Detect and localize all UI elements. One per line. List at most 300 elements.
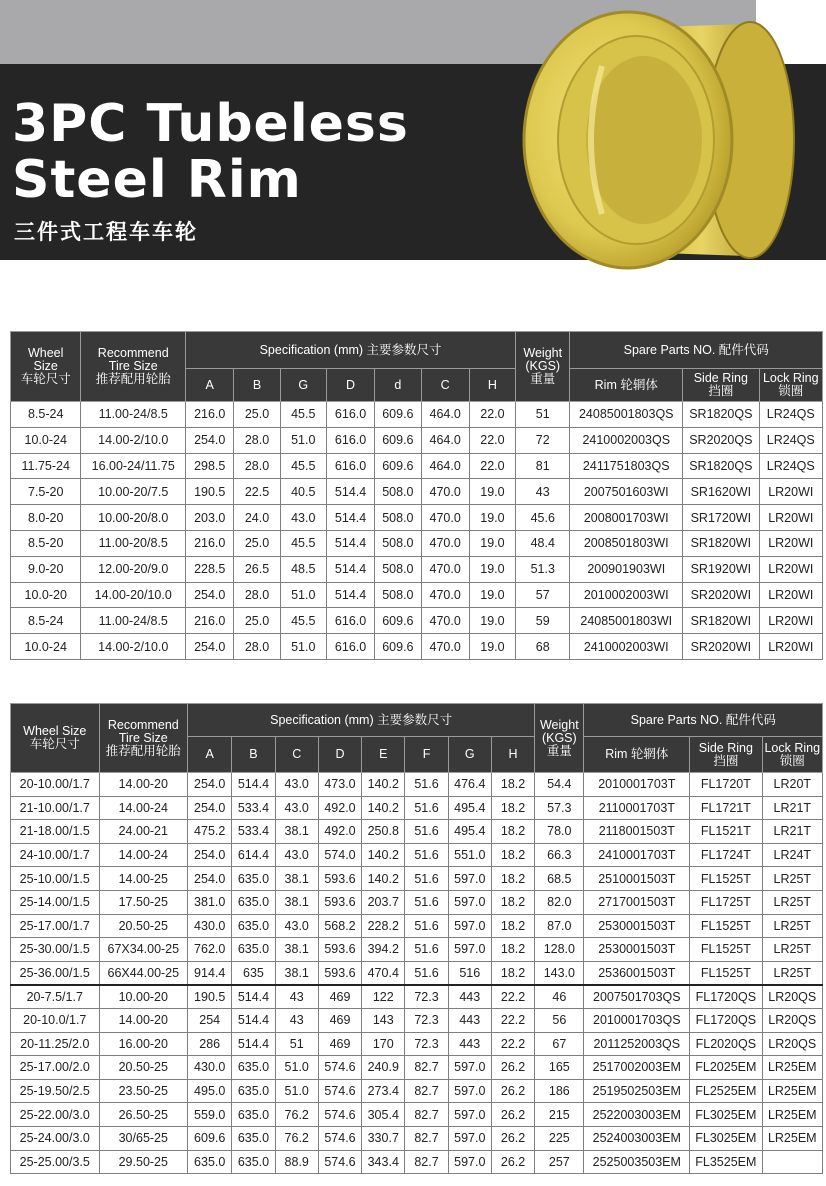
table-cell: 66X44.00-25 (99, 961, 188, 985)
table-cell: 514.4 (326, 505, 374, 531)
table-cell: 495.4 (448, 820, 491, 844)
table-cell: 57.3 (535, 796, 584, 820)
table-cell: 14.00-24 (99, 796, 188, 820)
table-cell: 305.4 (362, 1103, 405, 1127)
table-cell: 430.0 (188, 914, 232, 938)
table-cell: 76.2 (275, 1126, 318, 1150)
table-cell: 28.0 (234, 582, 280, 608)
table-row (11, 582, 823, 608)
table-cell: 8.5-20 (11, 530, 81, 556)
table-cell: LR25T (762, 914, 822, 938)
table-row (11, 890, 823, 914)
table-cell: 514.4 (326, 582, 374, 608)
table-cell: 2007501703QS (584, 985, 690, 1009)
table-cell: 635.0 (232, 890, 275, 914)
table-row (11, 453, 823, 479)
table-cell: 45.5 (280, 530, 326, 556)
table-cell (762, 1150, 822, 1174)
table-cell: 23.50-25 (99, 1079, 188, 1103)
table-cell: 11.75-24 (11, 453, 81, 479)
table-cell: 343.4 (362, 1150, 405, 1174)
table-cell: 635.0 (232, 914, 275, 938)
table-row (11, 608, 823, 634)
table-row (11, 1079, 823, 1103)
table-cell: FL2525EM (690, 1079, 762, 1103)
table-cell: 635.0 (188, 1150, 232, 1174)
table-cell: LR20T (762, 773, 822, 797)
table-cell: 43.0 (275, 843, 318, 867)
table-cell: 20-11.25/2.0 (11, 1032, 100, 1056)
table-cell: 21-18.00/1.5 (11, 820, 100, 844)
table-cell: 2522003003EM (584, 1103, 690, 1127)
table-cell: FL1720T (690, 773, 762, 797)
table-cell: 2010001703T (584, 773, 690, 797)
table-cell: 14.00-20/10.0 (81, 582, 186, 608)
table-cell: 25-25.00/3.5 (11, 1150, 100, 1174)
table-row (11, 914, 823, 938)
table-cell: 19.0 (469, 530, 515, 556)
table-cell: 18.2 (491, 914, 534, 938)
table-cell: 614.4 (232, 843, 275, 867)
table-cell: 2519502503EM (584, 1079, 690, 1103)
table-cell: 228.5 (186, 556, 234, 582)
col-dim-G: G (448, 737, 491, 773)
table-cell: 7.5-20 (11, 479, 81, 505)
table-cell: 516 (448, 961, 491, 985)
table-cell: 18.2 (491, 938, 534, 962)
table-cell: 87.0 (535, 914, 584, 938)
table-cell: 20.50-25 (99, 1056, 188, 1080)
table-cell: 609.6 (375, 608, 421, 634)
table-cell: 81 (516, 453, 570, 479)
table-cell: 26.2 (491, 1056, 534, 1080)
table-cell: 574.6 (318, 1103, 361, 1127)
table-cell: 2517002003EM (584, 1056, 690, 1080)
table-cell: LR21T (762, 820, 822, 844)
table-cell: LR25EM (762, 1056, 822, 1080)
weight-label-cn: 重量 (530, 372, 556, 386)
table-cell: 24085001803WI (570, 608, 683, 634)
col-dim-C: C (421, 369, 469, 402)
table-cell: 18.2 (491, 843, 534, 867)
table-cell: 72.3 (405, 1008, 448, 1032)
table-cell: 140.2 (362, 796, 405, 820)
table-row (11, 556, 823, 582)
table-cell: 597.0 (448, 1103, 491, 1127)
table-cell: 2524003003EM (584, 1126, 690, 1150)
table-cell: 593.6 (318, 938, 361, 962)
table-cell: 43 (516, 479, 570, 505)
col-rim: Rim 轮辋体 (570, 369, 683, 402)
table-cell: 2010002003WI (570, 582, 683, 608)
table-cell: 25.0 (234, 530, 280, 556)
table-cell: 2411751803QS (570, 453, 683, 479)
table-cell: 330.7 (362, 1126, 405, 1150)
col-dim-G: G (280, 369, 326, 402)
table-cell: 495.0 (188, 1079, 232, 1103)
table-cell: 254.0 (188, 867, 232, 891)
table-cell: 593.6 (318, 890, 361, 914)
table-cell: FL1525T (690, 938, 762, 962)
table-row (11, 1008, 823, 1032)
lock-ring-label-cn: 锁圈 (779, 753, 805, 768)
table-cell: 254.0 (186, 427, 234, 453)
table-cell: 635.0 (232, 1150, 275, 1174)
table-cell: 574.6 (318, 1150, 361, 1174)
table-cell: 508.0 (375, 556, 421, 582)
table-cell: 762.0 (188, 938, 232, 962)
table-cell: 68 (516, 634, 570, 660)
table-cell: 20-10.0/1.7 (11, 1008, 100, 1032)
table-cell: 12.00-20/9.0 (81, 556, 186, 582)
table-cell: 508.0 (375, 505, 421, 531)
table-cell: 635.0 (232, 938, 275, 962)
col-dim-H: H (491, 737, 534, 773)
side-ring-label: Side Ring (698, 740, 753, 755)
recommend-label-cn: 推荐配用轮胎 (105, 743, 181, 758)
table-cell: 635.0 (232, 867, 275, 891)
table-cell: 470.0 (421, 530, 469, 556)
table-cell: 470.0 (421, 505, 469, 531)
table-cell: 45.5 (280, 608, 326, 634)
table-cell: 51 (275, 1032, 318, 1056)
table-cell: 28.0 (234, 634, 280, 660)
table-cell: 51.0 (280, 582, 326, 608)
table-cell: 143.0 (535, 961, 584, 985)
table-cell: 616.0 (326, 427, 374, 453)
table-cell: 469 (318, 985, 361, 1009)
table-cell: 464.0 (421, 427, 469, 453)
table-cell: 72.3 (405, 985, 448, 1009)
table-cell: 2011252003QS (584, 1032, 690, 1056)
table-cell: 25-10.00/1.5 (11, 867, 100, 891)
side-ring-label-cn: 挡圈 (713, 753, 739, 768)
table-cell: FL1725T (690, 890, 762, 914)
table-cell: 476.4 (448, 773, 491, 797)
col-dim-D: D (318, 737, 361, 773)
table-cell: 45.5 (280, 453, 326, 479)
table-cell: 10.00-20/7.5 (81, 479, 186, 505)
table-cell: LR24QS (759, 427, 822, 453)
table-row (11, 634, 823, 660)
table-cell: 51.0 (280, 634, 326, 660)
table-cell: 24.00-21 (99, 820, 188, 844)
table-cell: LR25T (762, 867, 822, 891)
table-cell: 394.2 (362, 938, 405, 962)
table-cell: LR25T (762, 961, 822, 985)
table-cell: 38.1 (275, 961, 318, 985)
table-cell: 514.4 (326, 479, 374, 505)
table-cell: 18.2 (491, 890, 534, 914)
table-row (11, 427, 823, 453)
table-cell: SR2020QS (683, 427, 759, 453)
table-cell: 203.0 (186, 505, 234, 531)
table-row (11, 1056, 823, 1080)
table-row (11, 938, 823, 962)
table-cell: 18.2 (491, 820, 534, 844)
table-cell: 19.0 (469, 582, 515, 608)
table-cell: SR1820QS (683, 453, 759, 479)
table-cell: SR1920WI (683, 556, 759, 582)
table-cell: LR20WI (759, 505, 822, 531)
table-cell: 20-10.00/1.7 (11, 773, 100, 797)
col-side-ring (690, 737, 762, 773)
table-cell: LR20WI (759, 608, 822, 634)
table-cell: 22.2 (491, 1032, 534, 1056)
table-cell: 190.5 (186, 479, 234, 505)
table-row (11, 820, 823, 844)
table-cell: LR21T (762, 796, 822, 820)
table-cell: 597.0 (448, 1126, 491, 1150)
weight-label-cn: 重量 (546, 743, 572, 758)
rim-spec-table-1 (10, 331, 823, 660)
table-row (11, 985, 823, 1009)
table-cell: 43.0 (275, 796, 318, 820)
table-cell: 51.6 (405, 938, 448, 962)
table1-body (11, 402, 823, 660)
table-cell: 51.6 (405, 820, 448, 844)
table-cell: 20-7.5/1.7 (11, 985, 100, 1009)
table-cell: 240.9 (362, 1056, 405, 1080)
table-cell: 82.7 (405, 1056, 448, 1080)
rim-spec-table-2 (10, 703, 823, 1174)
table-cell: 470.0 (421, 634, 469, 660)
table-cell: 443 (448, 1032, 491, 1056)
table-cell: 48.4 (516, 530, 570, 556)
table-cell: 43 (275, 985, 318, 1009)
table-row (11, 1150, 823, 1174)
table-cell: 514.4 (326, 530, 374, 556)
table-cell: 51.0 (280, 427, 326, 453)
table-cell: 19.0 (469, 505, 515, 531)
table-cell: FL1525T (690, 914, 762, 938)
table-cell: 203.7 (362, 890, 405, 914)
table-cell: 574.6 (318, 1079, 361, 1103)
table-cell: 29.50-25 (99, 1150, 188, 1174)
table-cell: 186 (535, 1079, 584, 1103)
table-cell: 574.6 (318, 1056, 361, 1080)
table-row (11, 479, 823, 505)
table-cell: 551.0 (448, 843, 491, 867)
col-dim-H: H (469, 369, 515, 402)
table-cell: 26.2 (491, 1126, 534, 1150)
table-cell: 2008001703WI (570, 505, 683, 531)
col-rim: Rim 轮辋体 (584, 737, 690, 773)
table-cell: SR1820WI (683, 530, 759, 556)
table-cell: 2717001503T (584, 890, 690, 914)
rim-inner-shadow (586, 56, 702, 224)
wheel-size-label-cn: 车轮尺寸 (29, 737, 80, 751)
col-dim-B: B (232, 737, 275, 773)
table-cell: 495.4 (448, 796, 491, 820)
table-cell: FL3025EM (690, 1126, 762, 1150)
col-lock-ring (759, 369, 822, 402)
table-cell: 254.0 (188, 773, 232, 797)
table-cell: 609.6 (375, 402, 421, 428)
col-specification: Specification (mm) 主要参数尺寸 (186, 332, 516, 369)
table-cell: 38.1 (275, 890, 318, 914)
table-cell: LR24QS (759, 453, 822, 479)
table-cell: 597.0 (448, 890, 491, 914)
col-weight (516, 332, 570, 402)
table-cell: 11.00-24/8.5 (81, 402, 186, 428)
table-row (11, 773, 823, 797)
table-cell: 16.00-20 (99, 1032, 188, 1056)
table-cell: LR25EM (762, 1103, 822, 1127)
col-side-ring (683, 369, 759, 402)
table-cell: 273.4 (362, 1079, 405, 1103)
lock-ring-label: Lock Ring (764, 740, 821, 755)
table-cell: 2525003503EM (584, 1150, 690, 1174)
recommend-label: Recommend Tire Size (107, 717, 179, 745)
table-cell: 475.2 (188, 820, 232, 844)
col-recommend-tire (81, 332, 186, 402)
table-cell: 51.3 (516, 556, 570, 582)
table-cell: 190.5 (188, 985, 232, 1009)
table-cell: 574.6 (318, 1126, 361, 1150)
table-cell: 470.0 (421, 608, 469, 634)
table-cell: 616.0 (326, 402, 374, 428)
table-cell: 14.00-25 (99, 867, 188, 891)
table-cell: 10.0-20 (11, 582, 81, 608)
table-cell: 26.2 (491, 1150, 534, 1174)
table-cell: 508.0 (375, 479, 421, 505)
table-cell: FL1720QS (690, 1008, 762, 1032)
table-cell: 143 (362, 1008, 405, 1032)
table-cell: 635.0 (232, 1079, 275, 1103)
table-cell: 492.0 (318, 820, 361, 844)
table-cell: FL1525T (690, 867, 762, 891)
table-cell: 24085001803QS (570, 402, 683, 428)
table-cell: SR1720WI (683, 505, 759, 531)
table-cell: 508.0 (375, 582, 421, 608)
table-cell: 597.0 (448, 867, 491, 891)
table-cell: LR24T (762, 843, 822, 867)
table-cell: 43.0 (280, 505, 326, 531)
table-cell: 25-17.00/1.7 (11, 914, 100, 938)
table-cell: LR20QS (762, 1032, 822, 1056)
table-cell: SR2020WI (683, 634, 759, 660)
table-cell: 140.2 (362, 867, 405, 891)
table-cell: LR25EM (762, 1079, 822, 1103)
col-dim-A: A (186, 369, 234, 402)
table-cell: 597.0 (448, 1150, 491, 1174)
table-row (11, 843, 823, 867)
col-wheel-size (11, 704, 100, 773)
table-cell: FL2020QS (690, 1032, 762, 1056)
table-cell: 254.0 (186, 582, 234, 608)
table-cell: 26.2 (491, 1079, 534, 1103)
table-cell: 17.50-25 (99, 890, 188, 914)
table-cell: 68.5 (535, 867, 584, 891)
table-cell: LR20WI (759, 479, 822, 505)
table-cell: 43.0 (275, 773, 318, 797)
table-row (11, 961, 823, 985)
col-specification: Specification (mm) 主要参数尺寸 (188, 704, 535, 737)
weight-label: Weight (KGS) (539, 717, 579, 745)
table-cell: 22.2 (491, 1008, 534, 1032)
table-cell: 216.0 (186, 402, 234, 428)
table-cell: 11.00-20/8.5 (81, 530, 186, 556)
table-cell: SR1820WI (683, 608, 759, 634)
table-cell: 30/65-25 (99, 1126, 188, 1150)
table-cell: 2530001503T (584, 938, 690, 962)
table-cell: SR1620WI (683, 479, 759, 505)
col-dim-C: C (275, 737, 318, 773)
table-cell: 9.0-20 (11, 556, 81, 582)
table-cell: 28.0 (234, 453, 280, 479)
table-cell: 22.5 (234, 479, 280, 505)
table-cell: 25-19.50/2.5 (11, 1079, 100, 1103)
side-ring-label: Side Ring (693, 371, 748, 385)
table-cell: 122 (362, 985, 405, 1009)
table-cell: 443 (448, 1008, 491, 1032)
table-cell: 165 (535, 1056, 584, 1080)
table-cell: 20.50-25 (99, 914, 188, 938)
table-cell: 59 (516, 608, 570, 634)
table-cell: 254.0 (186, 634, 234, 660)
table-cell: 18.2 (491, 867, 534, 891)
table-cell: 616.0 (326, 608, 374, 634)
table-cell: 597.0 (448, 1079, 491, 1103)
table-cell: LR20QS (762, 1008, 822, 1032)
table-cell: 609.6 (375, 453, 421, 479)
table-cell: FL2025EM (690, 1056, 762, 1080)
title-line-1: 3PC Tubeless (12, 94, 409, 154)
table-cell: 597.0 (448, 914, 491, 938)
table-cell: 170 (362, 1032, 405, 1056)
table-cell: 609.6 (188, 1126, 232, 1150)
col-dim-d: d (375, 369, 421, 402)
table-cell: 597.0 (448, 1056, 491, 1080)
table-cell: 14.00-24 (99, 843, 188, 867)
table-row (11, 402, 823, 428)
table-cell: 8.5-24 (11, 402, 81, 428)
table-cell: 2118001503T (584, 820, 690, 844)
table-cell: 464.0 (421, 453, 469, 479)
table-cell: 469 (318, 1032, 361, 1056)
table-row (11, 796, 823, 820)
table-cell: LR25T (762, 890, 822, 914)
table-cell: 14.00-20 (99, 773, 188, 797)
table-cell: 508.0 (375, 530, 421, 556)
table-cell: 22.0 (469, 427, 515, 453)
col-dim-F: F (405, 737, 448, 773)
table-cell: 45.6 (516, 505, 570, 531)
table-cell: 597.0 (448, 938, 491, 962)
table-cell: 616.0 (326, 634, 374, 660)
table-cell: 51.6 (405, 890, 448, 914)
table-cell: 25.0 (234, 608, 280, 634)
table-cell: 200901903WI (570, 556, 683, 582)
table-cell: 470.0 (421, 556, 469, 582)
table-cell: 2008501803WI (570, 530, 683, 556)
table-cell: FL1521T (690, 820, 762, 844)
table-cell: 470.0 (421, 479, 469, 505)
title-line-2: Steel Rim (12, 150, 302, 210)
table-cell: 38.1 (275, 938, 318, 962)
table-cell: 25-36.00/1.5 (11, 961, 100, 985)
table-cell: 381.0 (188, 890, 232, 914)
table-cell: LR25T (762, 938, 822, 962)
table-cell: 82.7 (405, 1150, 448, 1174)
table-cell: 22.2 (491, 985, 534, 1009)
table-cell: 593.6 (318, 961, 361, 985)
table-cell: 56 (535, 1008, 584, 1032)
table-cell: 82.0 (535, 890, 584, 914)
table-cell: 514.4 (232, 1008, 275, 1032)
table-cell: 25-17.00/2.0 (11, 1056, 100, 1080)
